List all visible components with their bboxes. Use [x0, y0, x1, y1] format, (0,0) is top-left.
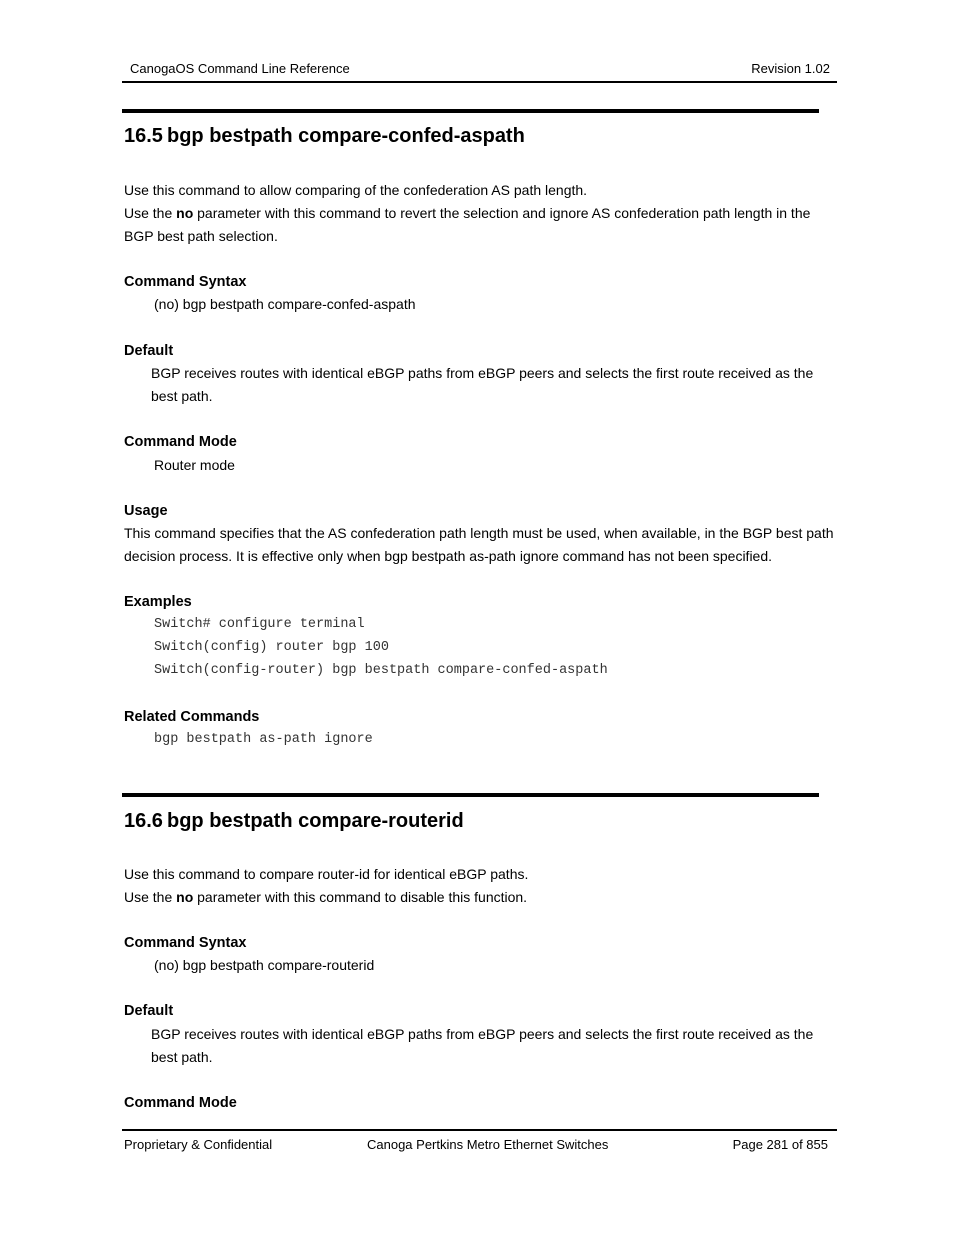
intro-no-line	[124, 886, 836, 909]
section-heading	[124, 810, 464, 833]
example-line: Switch(config) router bgp 100	[154, 640, 389, 655]
default-text: BGP receives routes with identical eBGP paths from eBGP peers and selects the first route received as the best path.	[151, 365, 814, 404]
intro-text: Use the	[124, 205, 177, 221]
examples-heading: Examples	[124, 594, 192, 610]
header-doc-title: CanogaOS Command Line Reference	[130, 61, 350, 76]
no-keyword: no	[176, 889, 194, 905]
section-intro	[124, 179, 836, 248]
related-command: bgp bestpath as-path ignore	[154, 732, 373, 747]
syntax-text: (no) bgp bestpath compare-confed-aspath	[154, 296, 416, 312]
syntax-heading: Command Syntax	[124, 274, 247, 290]
section-intro	[124, 863, 836, 909]
syntax-heading: Command Syntax	[124, 935, 247, 951]
section-number: 16.5	[124, 125, 163, 147]
intro-no-line	[124, 202, 836, 248]
intro-line: Use this command to allow comparing of the confederation AS path length.	[124, 182, 588, 198]
header-revision: Revision 1.02	[751, 61, 830, 76]
footer-rule	[122, 1129, 837, 1131]
no-keyword: no	[176, 205, 194, 221]
section-title: bgp bestpath compare-routerid	[167, 810, 464, 832]
default-heading: Default	[124, 343, 174, 359]
example-line: Switch(config-router) bgp bestpath compare-confed-aspath	[154, 663, 608, 678]
mode-heading: Command Mode	[124, 1095, 237, 1111]
usage-heading: Usage	[124, 503, 168, 519]
related-heading: Related Commands	[124, 709, 260, 725]
usage-text: This command specifies that the AS confederation path length must be used, when available, in the BGP best path decision process. It is effective only when bgp bestpath as-path ignore command has not been specified.	[124, 525, 834, 564]
mode-text: Router mode	[154, 457, 235, 473]
syntax-text: (no) bgp bestpath compare-routerid	[154, 957, 375, 973]
footer-page-number: Page 281 of 855	[732, 1137, 828, 1152]
section-rule	[122, 793, 819, 797]
intro-text: Use the	[124, 889, 177, 905]
section-rule	[122, 109, 819, 113]
mode-heading: Command Mode	[124, 434, 237, 450]
section-heading	[124, 125, 525, 148]
intro-text: parameter with this command to revert the selection and ignore AS confederation path length in the BGP best path selection.	[124, 205, 811, 244]
footer-confidential: Proprietary & Confidential	[124, 1137, 273, 1152]
default-heading: Default	[124, 1003, 174, 1019]
section-number: 16.6	[124, 810, 163, 832]
default-text: BGP receives routes with identical eBGP paths from eBGP peers and selects the first route received as the best path.	[151, 1026, 814, 1065]
section-title: bgp bestpath compare-confed-aspath	[167, 125, 525, 147]
intro-text: parameter with this command to disable this function.	[193, 889, 528, 905]
header-rule	[122, 81, 837, 83]
example-line: Switch# configure terminal	[154, 617, 365, 632]
intro-line: Use this command to compare router-id for identical eBGP paths.	[124, 866, 529, 882]
footer-product: Canoga Pertkins Metro Ethernet Switches	[367, 1137, 609, 1152]
